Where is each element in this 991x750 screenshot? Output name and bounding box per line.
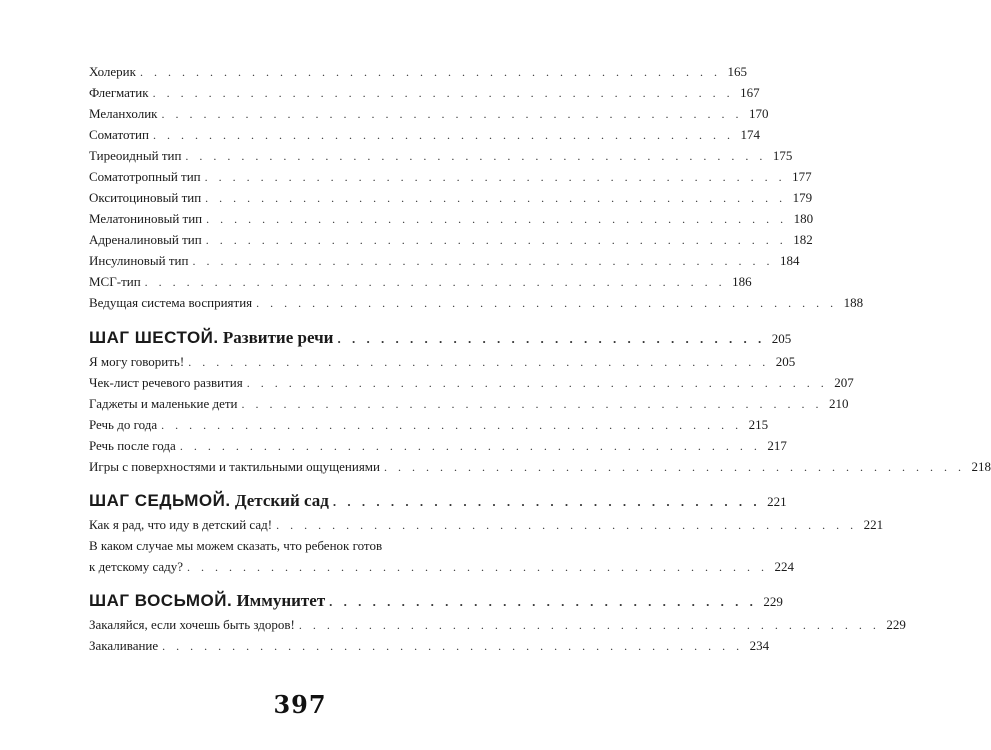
section-title: Детский сад (234, 491, 329, 510)
section-title: Развитие речи (222, 328, 334, 347)
leader-dots: . . . . . . . . . . . . . . . . . . . . . . . . . . . . . . . . . . . . . . . . . . (206, 212, 788, 226)
toc-entry-label-continued: к детскому саду? (89, 559, 184, 574)
toc-entry (89, 232, 813, 248)
toc-entry (89, 85, 760, 101)
leader-dots: . . . . . . . . . . . . . . . . . . . . . . . . . . . . . . . . . . . . . . . . . . (205, 191, 787, 205)
toc-entry (89, 295, 864, 311)
toc-entry (89, 396, 849, 412)
toc-entry (89, 375, 854, 391)
toc-section-heading (89, 491, 787, 512)
leader-dots: . . . . . . . . . . . . . . . . . . . . . . . . . . . . . . . . . . . . . . . . . . (246, 376, 828, 390)
toc-entry-label: Закаляйся, если хочешь быть здоров! (89, 617, 295, 632)
toc-section-page: 229 (763, 594, 783, 609)
toc-section-page: 221 (767, 494, 787, 509)
toc-entry-label: Холерик (89, 64, 136, 79)
toc-entry-page: 229 (886, 617, 906, 632)
toc-entry-page: 210 (829, 396, 849, 411)
leader-dots: . . . . . . . . . . . . . . . . . . . . . . . . . . . . . . (329, 594, 757, 609)
toc-entry-label: Я могу говорить! (89, 354, 185, 369)
leader-dots: . . . . . . . . . . . . . . . . . . . . . . . . . . . . . . . . . . . . . . . . . . (152, 86, 734, 100)
section-chapter: ШАГ СЕДЬМОЙ. (89, 491, 231, 510)
toc-entry-page: 175 (772, 148, 793, 163)
toc-entry-page: 218 (971, 459, 991, 474)
toc-entry-page: 205 (775, 354, 796, 369)
toc-entry-page: 179 (792, 190, 813, 205)
section-heading-label (89, 328, 337, 348)
toc-entry-label: МСГ-тип (89, 274, 141, 289)
toc-entry (89, 190, 813, 206)
toc-entry-page: 217 (767, 438, 787, 453)
toc-section-heading (89, 328, 792, 349)
toc-entry-label: Инсулиновый тип (89, 253, 189, 268)
toc-entry-page: 165 (727, 64, 747, 79)
leader-dots: . . . . . . . . . . . . . . . . . . . . . . . . . . . . . . . . . . . . . . . . . . (162, 639, 744, 653)
leader-dots: . . . . . . . . . . . . . . . . . . . . . . . . . . . . . . . . . . . . . . . . . . (204, 170, 786, 184)
toc-entry-label: Окситоциновый тип (89, 190, 202, 205)
toc-entry-page: 207 (834, 375, 854, 390)
page-number: 397 (273, 690, 327, 719)
toc-entry (89, 127, 760, 143)
toc-entry (89, 274, 752, 290)
toc-entry (89, 617, 906, 633)
toc-entry-page: 224 (774, 559, 795, 574)
toc-entry (89, 638, 770, 654)
toc-entry (89, 106, 769, 122)
toc-entry-label: Мелатониновый тип (89, 211, 203, 226)
leader-dots: . . . . . . . . . . . . . . . . . . . . . . . . . . . . . . . . . . . . . . . . . . (161, 107, 743, 121)
toc-entry-label: Тиреоидный тип (89, 148, 182, 163)
toc-entry (89, 517, 884, 533)
toc-entry-label: Речь до года (89, 417, 158, 432)
leader-dots: . . . . . . . . . . . . . . . . . . . . . . . . . . . . . . . . . . . . . . . . . . (179, 439, 761, 453)
toc-entry-label: Речь после года (89, 438, 176, 453)
toc-entry-page: 170 (748, 106, 769, 121)
toc-entry-label: Как я рад, что иду в детский сад! (89, 517, 273, 532)
toc-entry (89, 438, 787, 454)
toc-entry (89, 148, 793, 164)
toc-entry (89, 211, 814, 227)
toc-entry-page: 188 (843, 295, 864, 310)
leader-dots: . . . . . . . . . . . . . . . . . . . . . . . . . . . . . . . . . . . . . . . . . . (161, 418, 743, 432)
toc-entry-page: 174 (740, 127, 760, 142)
toc-entry (89, 64, 747, 80)
toc-entry-page: 184 (779, 253, 800, 268)
toc-entry-page: 221 (863, 517, 884, 532)
toc-entry-label: Ведущая система восприятия (89, 295, 253, 310)
toc-entry-page: 177 (792, 169, 812, 184)
toc-entry-page: 215 (748, 417, 769, 432)
toc-section-page: 205 (771, 331, 792, 346)
toc-entry-label: Закаливание (89, 638, 159, 653)
toc-entry-label: Игры с поверхностями и тактильными ощущениями (89, 459, 380, 474)
section-chapter: ШАГ ШЕСТОЙ. (89, 328, 219, 347)
leader-dots: . . . . . . . . . . . . . . . . . . . . . . . . . . . . . . . . . . . . . . . . . . (144, 275, 726, 289)
leader-dots: . . . . . . . . . . . . . . . . . . . . . . . . . . . . . . (332, 494, 761, 509)
toc-entry-page: 180 (793, 211, 814, 226)
section-title: Иммунитет (236, 591, 326, 610)
toc-entry-line-1 (89, 538, 489, 554)
section-heading-label (89, 491, 333, 511)
leader-dots: . . . . . . . . . . . . . . . . . . . . . . . . . . . . . . . . . . . . . . . . . . (187, 560, 769, 574)
leader-dots: . . . . . . . . . . . . . . . . . . . . . . . . . . . . . . . . . . . . . . . . . . (205, 233, 787, 247)
leader-dots: . . . . . . . . . . . . . . . . . . . . . . . . . . . . . . . . . . . . . . . . . . (241, 397, 823, 411)
leader-dots: . . . . . . . . . . . . . . . . . . . . . . . . . . . . . . . . . . . . . . . . . . (192, 254, 774, 268)
toc-entry-page: 182 (793, 232, 813, 247)
section-heading-label (89, 591, 329, 611)
toc-entry (89, 354, 796, 370)
toc-entry (89, 417, 769, 433)
leader-dots: . . . . . . . . . . . . . . . . . . . . . . . . . . . . . . . . . . . . . . . . . . (188, 355, 770, 369)
toc-entry-label: Чек-лист речевого развития (89, 375, 243, 390)
toc-entry-label: Адреналиновый тип (89, 232, 202, 247)
toc-entry (89, 169, 812, 185)
toc-entry-label: Гаджеты и маленькие дети (89, 396, 238, 411)
toc-section-heading (89, 591, 783, 612)
leader-dots: . . . . . . . . . . . . . . . . . . . . . . . . . . . . . . . . . . . . . . . . . . (185, 149, 767, 163)
toc-entry (89, 559, 795, 575)
toc-entry-page: 167 (740, 85, 760, 100)
leader-dots: . . . . . . . . . . . . . . . . . . . . . . . . . . . . . . . . . . . . . . . . . . (139, 65, 721, 79)
leader-dots: . . . . . . . . . . . . . . . . . . . . . . . . . . . . . . . . . . . . . . . . . . (298, 618, 880, 632)
toc-entry (89, 459, 991, 475)
leader-dots: . . . . . . . . . . . . . . . . . . . . . . . . . . . . . . (337, 331, 766, 346)
toc-entry-page: 186 (732, 274, 752, 289)
leader-dots: . . . . . . . . . . . . . . . . . . . . . . . . . . . . . . . . . . . . . . . . . . (152, 128, 734, 142)
toc-entry-page: 234 (749, 638, 770, 653)
leader-dots: . . . . . . . . . . . . . . . . . . . . . . . . . . . . . . . . . . . . . . . . . . (384, 460, 965, 474)
toc-entry-label: Флегматик (89, 85, 149, 100)
leader-dots: . . . . . . . . . . . . . . . . . . . . . . . . . . . . . . . . . . . . . . . . . . (256, 296, 838, 310)
toc-entry (89, 253, 800, 269)
toc-entry-label: Соматотип (89, 127, 149, 142)
toc-entry-label: Соматотропный тип (89, 169, 201, 184)
leader-dots: . . . . . . . . . . . . . . . . . . . . . . . . . . . . . . . . . . . . . . . . . . (276, 518, 858, 532)
section-chapter: ШАГ ВОСЬМОЙ. (89, 591, 233, 610)
toc-entry-label: В каком случае мы можем сказать, что ребенок готов (89, 538, 383, 553)
toc-entry-label: Меланхолик (89, 106, 158, 121)
